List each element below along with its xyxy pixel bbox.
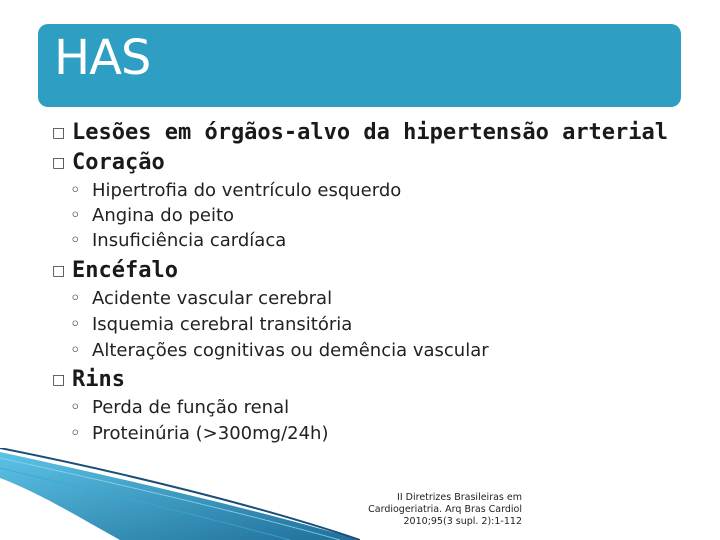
square-bullet-icon: □	[52, 155, 66, 171]
citation-line: II Diretrizes Brasileiras em	[397, 492, 522, 503]
citation-line: Cardiogeriatria. Arq Bras Cardiol	[368, 504, 522, 515]
decorative-swoosh	[0, 448, 360, 540]
citation-line: 2010;95(3 supl. 2):1-112	[403, 516, 522, 527]
slide-title: HAS	[54, 30, 151, 86]
circle-bullet-icon: ◦	[70, 397, 81, 418]
sub-bullet-text: Alterações cognitivas ou demência vascular	[92, 340, 489, 361]
circle-bullet-icon: ◦	[70, 423, 81, 444]
circle-bullet-icon: ◦	[70, 205, 81, 226]
circle-bullet-icon: ◦	[70, 180, 81, 201]
circle-bullet-icon: ◦	[70, 314, 81, 335]
bullet-text: Encéfalo	[72, 258, 178, 283]
square-bullet-icon: □	[52, 372, 66, 388]
sub-bullet-text: Proteinúria (>300mg/24h)	[92, 423, 329, 444]
citation	[360, 492, 522, 528]
bullet-text: Coração	[72, 150, 165, 175]
circle-bullet-icon: ◦	[70, 288, 81, 309]
square-bullet-icon: □	[52, 125, 66, 141]
sub-bullet-text: Perda de função renal	[92, 397, 290, 418]
sub-bullet-text: Isquemia cerebral transitória	[92, 314, 353, 335]
sub-bullet-text: Angina do peito	[92, 205, 235, 226]
circle-bullet-icon: ◦	[70, 230, 81, 251]
square-bullet-icon: □	[52, 263, 66, 279]
sub-bullet-text: Acidente vascular cerebral	[92, 288, 333, 309]
bullet-text: Rins	[72, 367, 125, 392]
circle-bullet-icon: ◦	[70, 340, 81, 361]
sub-bullet-text: Hipertrofia do ventrículo esquerdo	[92, 180, 402, 201]
bullet-text: Lesões em órgãos-alvo da hipertensão arterial	[72, 120, 669, 145]
sub-bullet-text: Insuficiência cardíaca	[92, 230, 287, 251]
